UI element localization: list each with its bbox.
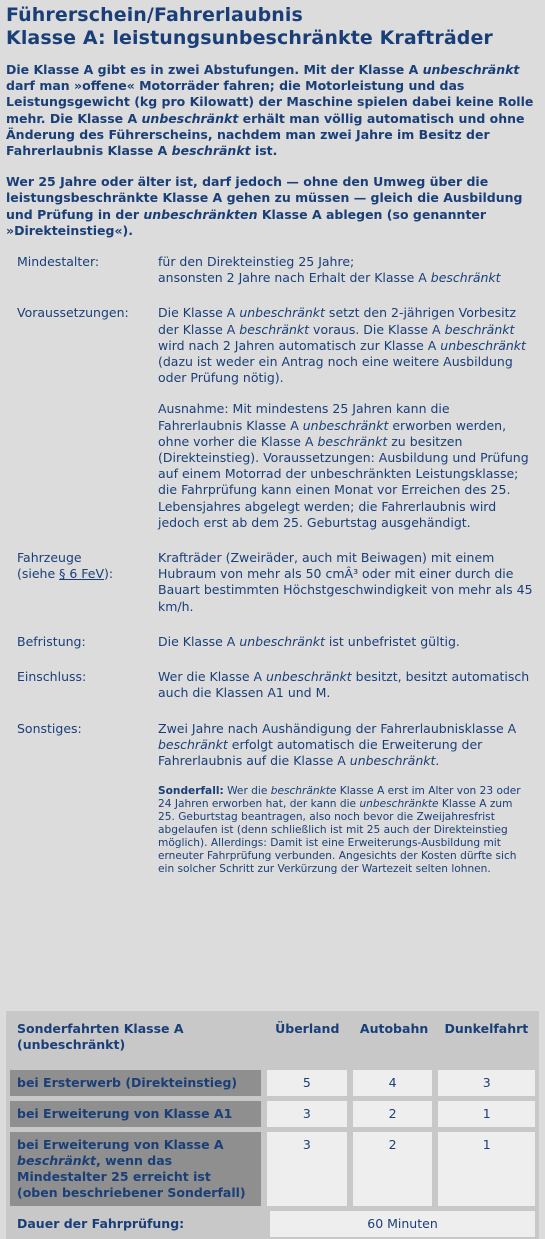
row-emphasis: beschränkt <box>444 321 515 337</box>
note-emphasis: unbeschränkte <box>359 798 439 811</box>
row-text: Zwei Jahre nach Aushändigung der Fahrerlaubnisklasse A <box>158 720 517 736</box>
table-row-label-text: bei Erweiterung von Klasse A <box>17 1137 224 1152</box>
intro-text: Wer 25 Jahre oder älter ist, darf jedoch — ohne den Umweg über die leistungsbeschränkte Klasse A gehen zu müssen — gleich die Ausbildung und Prüfung in der <box>6 174 523 222</box>
page-title-line2: Klasse A: leistungsunbeschränkte Krafträder <box>6 27 493 49</box>
row-emphasis: beschränkt <box>430 270 501 286</box>
table-title <box>10 1015 264 1065</box>
row-paragraph <box>158 401 534 531</box>
intro <box>6 62 539 239</box>
row-label: Befristung: <box>17 633 86 649</box>
row-text: erfolgt automatisch die Erweiterung der Fahrerlaubnis auf die Klasse A <box>158 736 483 768</box>
table-cell: 5 <box>267 1070 347 1096</box>
row-text: erworben werden, ohne vorher die Klasse A <box>158 417 507 449</box>
duration-label: Dauer der Fahrprüfung: <box>17 1216 185 1231</box>
table-cell: 2 <box>353 1132 433 1206</box>
table-title-line: Sonderfahrten Klasse A <box>17 1021 184 1036</box>
row-label <box>6 550 158 615</box>
row-text: wird nach 2 Jahren automatisch zur Klasse A <box>158 337 441 353</box>
column-header-dunkelfahrt: Dunkelfahrt <box>444 1021 529 1036</box>
table-title-line: (unbeschränkt) <box>17 1037 126 1052</box>
row-value <box>158 254 534 286</box>
row-emphasis: unbeschränkt <box>440 337 526 353</box>
intro-paragraph-1 <box>6 62 539 159</box>
row-value <box>158 305 534 531</box>
column-header-autobahn: Autobahn <box>359 1021 429 1036</box>
row-emphasis: unbeschränkt <box>239 633 325 649</box>
table-row-label <box>10 1132 261 1206</box>
row-label-text: ): <box>104 566 114 582</box>
intro-emphasis: unbeschränkten <box>143 206 258 222</box>
row-emphasis: unbeschränkt <box>239 305 325 321</box>
intro-emphasis: unbeschränkt <box>141 110 239 126</box>
table-row <box>10 1132 535 1206</box>
row-emphasis: unbeschränkt <box>349 752 436 768</box>
table-cell: 3 <box>267 1101 347 1127</box>
row-text: Die Klasse A <box>158 305 240 321</box>
row-paragraph <box>158 305 534 386</box>
intro-text: Klasse A ablegen (so genannter »Direkteinstieg«). <box>6 206 487 238</box>
column-header-ueberland: Überland <box>275 1021 340 1036</box>
row-emphasis: beschränkt <box>239 321 310 337</box>
row-voraussetzungen <box>6 305 539 531</box>
page-title-line1: Führerschein/Fahrerlaubnis <box>6 4 303 26</box>
row-text: (dazu ist weder ein Antrag noch eine weitere Ausbildung oder Prüfung nötig). <box>158 354 513 386</box>
row-mindestalter <box>6 254 539 286</box>
row-text: für den Direkteinstieg 25 Jahre; <box>158 254 355 270</box>
row-emphasis: beschränkt <box>158 736 228 752</box>
table-grid <box>10 1015 535 1237</box>
row-label: Voraussetzungen: <box>17 305 129 321</box>
row-text: ist unbefristet gültig. <box>324 633 460 649</box>
row-emphasis: unbeschränkt <box>302 417 389 433</box>
table-cell: 1 <box>438 1132 535 1206</box>
row-einschluss <box>6 669 539 701</box>
row-value <box>158 669 534 701</box>
note-emphasis: beschränkte <box>270 785 337 798</box>
table-row-label: bei Erweiterung von Klasse A1 <box>10 1101 261 1127</box>
table-row-label-emphasis: beschränkt <box>17 1153 96 1168</box>
row-sonstiges <box>6 721 539 876</box>
table-row <box>10 1070 535 1096</box>
table-cell: 2 <box>353 1101 433 1127</box>
row-befristung <box>6 634 539 650</box>
note-heading: Sonderfall: <box>158 785 224 798</box>
info-list <box>6 254 539 875</box>
row-value: Krafträder (Zweiräder, auch mit Beiwagen) mit einem Hubraum von mehr als 50 cmÂ³ oder mit einer durch die Bauart bestimmten Höchstgeschwindigkeit von mehr als 45 km/h. <box>158 550 533 614</box>
row-text: Wer die Klasse A <box>158 669 267 685</box>
page-title <box>6 4 539 50</box>
row-text: Die Klasse A <box>158 633 240 649</box>
row-text: zu besitzen (Direkteinstieg). Voraussetzungen: Ausbildung und Prüfung auf einem Motorrad der unbeschränkten Leistungsklasse; die Fahrprüfung kann einen Monat vor Erreichen des 25. Lebensjahres abgelegt werden; die Fahrerlaubnis wird jedoch erst ab dem 25. Geburtstag ausgehändigt. <box>158 433 529 530</box>
table-cell: 3 <box>267 1132 347 1206</box>
fev-link[interactable]: § 6 FeV <box>59 566 105 582</box>
duration-row <box>10 1211 535 1237</box>
note-text: Wer die <box>223 785 271 798</box>
intro-text: Die Klasse A gibt es in zwei Abstufungen. Mit der Klasse A <box>6 62 423 77</box>
row-text: setzt den 2-jährigen Vorbesitz der Klasse A <box>158 305 517 337</box>
table-cell: 4 <box>353 1070 433 1096</box>
row-label: Sonstiges: <box>17 720 82 736</box>
table-row <box>10 1101 535 1127</box>
row-label: Mindestalter: <box>17 254 100 270</box>
row-emphasis: beschränkt <box>317 433 388 449</box>
row-value <box>158 634 534 650</box>
row-text: Ausnahme: Mit mindestens 25 Jahren kann die Fahrerlaubnis Klasse A <box>158 401 450 433</box>
sonderfall-note <box>158 785 528 875</box>
intro-text: darf man »offene« Motorräder fahren; die Motorleistung und das Leistungsgewicht (kg pro Kilowatt) der Maschine spielen dabei keine Rolle mehr. Die Klasse A <box>6 78 534 126</box>
intro-paragraph-2 <box>6 174 539 239</box>
intro-text: ist. <box>250 143 278 159</box>
row-text: besitzt, besitzt automatisch auch die Klassen A1 und M. <box>158 669 530 701</box>
table-header <box>10 1015 535 1065</box>
row-text: . <box>435 752 440 768</box>
row-text: voraus. Die Klasse A <box>309 321 445 337</box>
row-fahrzeuge <box>6 550 539 615</box>
table-cell: 1 <box>438 1101 535 1127</box>
row-label: Einschluss: <box>17 669 87 685</box>
row-label-text: Fahrzeuge <box>17 550 82 566</box>
table-cell: 3 <box>438 1070 535 1096</box>
row-label-text: (siehe <box>17 566 60 582</box>
intro-emphasis: unbeschränkt <box>422 62 520 77</box>
note-text: Klasse A zum 25. Geburtstag beantragen, also noch bevor die Zweijahresfrist abgelaufen ist (denn schließlich ist mit 25 auch der Direkteinstieg möglich). Allerdings: Damit ist eine Erweiterungs-Ausbildung mit erneuter Fahrprüfung verbunden. Angesichts der Kosten dürfte sich ein solcher Schritt zur Verkürzung der Wartezeit selten lohnen. <box>158 798 517 875</box>
duration-value: 60 Minuten <box>270 1211 535 1237</box>
sonderfahrten-table <box>6 1011 539 1239</box>
row-emphasis: unbeschränkt <box>266 669 352 685</box>
note-text: Klasse A erst im Alter von 23 oder 24 Jahren erworben hat, der kann die <box>158 785 521 811</box>
intro-emphasis: beschränkt <box>171 143 251 159</box>
intro-text: erhält man völlig automatisch und ohne Änderung des Führerscheins, nachdem man zwei Jahre im Besitz der Fahrerlaubnis Klasse A <box>6 110 525 159</box>
table-row-label: bei Ersterwerb (Direkteinstieg) <box>10 1070 261 1096</box>
row-text: ansonsten 2 Jahre nach Erhalt der Klasse A <box>158 270 431 286</box>
row-value <box>158 721 534 876</box>
table-row-label-text: , wenn das Mindestalter 25 erreicht ist (oben beschriebener Sonderfall) <box>17 1153 246 1200</box>
